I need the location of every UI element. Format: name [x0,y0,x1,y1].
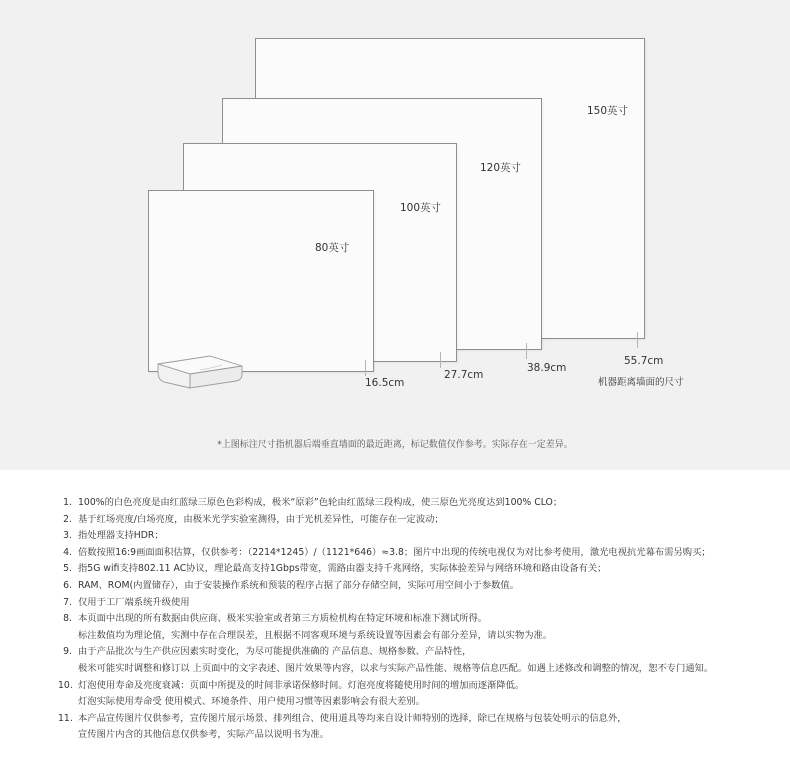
note-text: 本页面中出现的所有数据由供应商、极米实验室或者第三方质检机构在特定环境和标准下测试所得。 [78,613,488,625]
note-text: 指处理器支持HDR； [78,530,164,542]
note-item: 4. 倍数按照16:9画面面积估算，仅供参考：（2214*1245）/（1121*646）≈3.8；图片中出现的传统电视仅为对比参考使用，激光电视抗光幕布需另购买； [58,545,778,562]
distance-tick [526,343,527,359]
screen-label-80: 80英寸 [315,242,350,254]
screen-label-120: 120英寸 [480,162,522,174]
distance-caption: 机器距离墙面的尺寸 [598,377,684,388]
note-item: 8. 本页面中出现的所有数据由供应商、极米实验室或者第三方质检机构在特定环境和标准下测试所得。 [58,611,778,628]
note-text: 本产品宣传图片仅供参考，宣传图片展示场景、排列组合、使用道具等均来自设计师特别的选择，除已在规格与包装处明示的信息外， [78,712,627,724]
note-item: 10. 灯泡使用寿命及亮度衰减：页面中所提及的时间非承诺保修时间。灯泡亮度将随使用时间的增加而逐渐降低。 [58,678,778,695]
note-continuation: 宣传图片内含的其他信息仅供参考，实际产品以说明书为准。 [78,729,330,741]
diagram-footnote: *上图标注尺寸指机器后端垂直墙面的最近距离，标记数值仅作参考。实际存在一定差异。 [217,440,573,450]
note-item: 11. 本产品宣传图片仅供参考，宣传图片展示场景、排列组合、使用道具等均来自设计师特别的选择，除已在规格与包装处明示的信息外， [58,711,778,728]
note-item: 7. 仅用于工厂端系统升级使用 [58,595,778,612]
note-item: 9. 由于产品批次与生产供应因素实时变化，为尽可能提供准确的 产品信息、规格参数、产品特性， [58,644,778,661]
note-text: 由于产品批次与生产供应因素实时变化，为尽可能提供准确的 产品信息、规格参数、产品特性， [78,646,472,658]
note-text: RAM、ROM(内置储存），由于安装操作系统和预装的程序占据了部分存储空间，实际可用空间小于参数值。 [78,579,520,591]
laser-projector-illustration [150,350,250,394]
distance-label-100: 27.7cm [444,369,484,381]
note-continuation: 标注数值均为理论值，实测中存在合理误差，且根据不同客观环境与系统设置等因素会有部分差异，请以实物为准。 [78,629,553,641]
distance-label-80: 16.5cm [365,377,405,389]
note-item: 6. RAM、ROM(内置储存），由于安装操作系统和预装的程序占据了部分存储空间，实际可用空间小于参数值。 [58,578,778,595]
note-text: 灯泡使用寿命及亮度衰减：页面中所提及的时间非承诺保修时间。灯泡亮度将随使用时间的增加而逐渐降低。 [78,679,525,691]
distance-label-120: 38.9cm [527,362,567,374]
note-item: 2. 基于红场亮度/白场亮度，由极米光学实验室测得，由于光机差异性，可能存在一定波动； [58,512,778,529]
note-item: 5. 指5G wifi支持802.11 AC协议，理论最高支持1Gbps带宽，需路由器支持千兆网络，实际体验差异与网络环境和路由设备有关； [58,561,778,578]
note-item: 1. 100%的白色亮度是由红蓝绿三原色色彩构成，极米“原彩”色轮由红蓝绿三段构成，使三原色光亮度达到100% CLO； [58,495,778,512]
screen-80 [148,190,374,372]
distance-label-150: 55.7cm [624,355,664,367]
note-continuation: 灯泡实际使用寿命受 使用模式、环境条件、用户使用习惯等因素影响会有很大差别。 [78,696,425,708]
note-continuation: 极米可能实时调整和修订以 上页面中的文字表述、图片效果等内容，以求与实际产品性能、规格等信息匹配。如遇上述修改和调整的情况，恕不专门通知。 [78,662,714,674]
distance-tick [440,352,441,368]
distance-tick [637,332,638,348]
screen-label-100: 100英寸 [400,202,442,214]
note-text: 基于红场亮度/白场亮度，由极米光学实验室测得，由于光机差异性，可能存在一定波动； [78,513,444,525]
screen-label-150: 150英寸 [587,105,629,117]
note-text: 倍数按照16:9画面面积估算，仅供参考：（2214*1245）/（1121*646）≈3.8；图片中出现的传统电视仅为对比参考使用，激光电视抗光幕布需另购买； [78,546,711,558]
notes-list [58,495,778,744]
distance-tick [365,360,366,376]
note-item: 3. 指处理器支持HDR； [58,528,778,545]
note-text: 仅用于工厂端系统升级使用 [78,596,190,608]
note-text: 100%的白色亮度是由红蓝绿三原色色彩构成，极米“原彩”色轮由红蓝绿三段构成，使三原色光亮度达到100% CLO； [78,497,563,508]
note-text: 指5G wifi支持802.11 AC协议，理论最高支持1Gbps带宽，需路由器支持千兆网络，实际体验差异与网络环境和路由设备有关； [78,563,607,575]
